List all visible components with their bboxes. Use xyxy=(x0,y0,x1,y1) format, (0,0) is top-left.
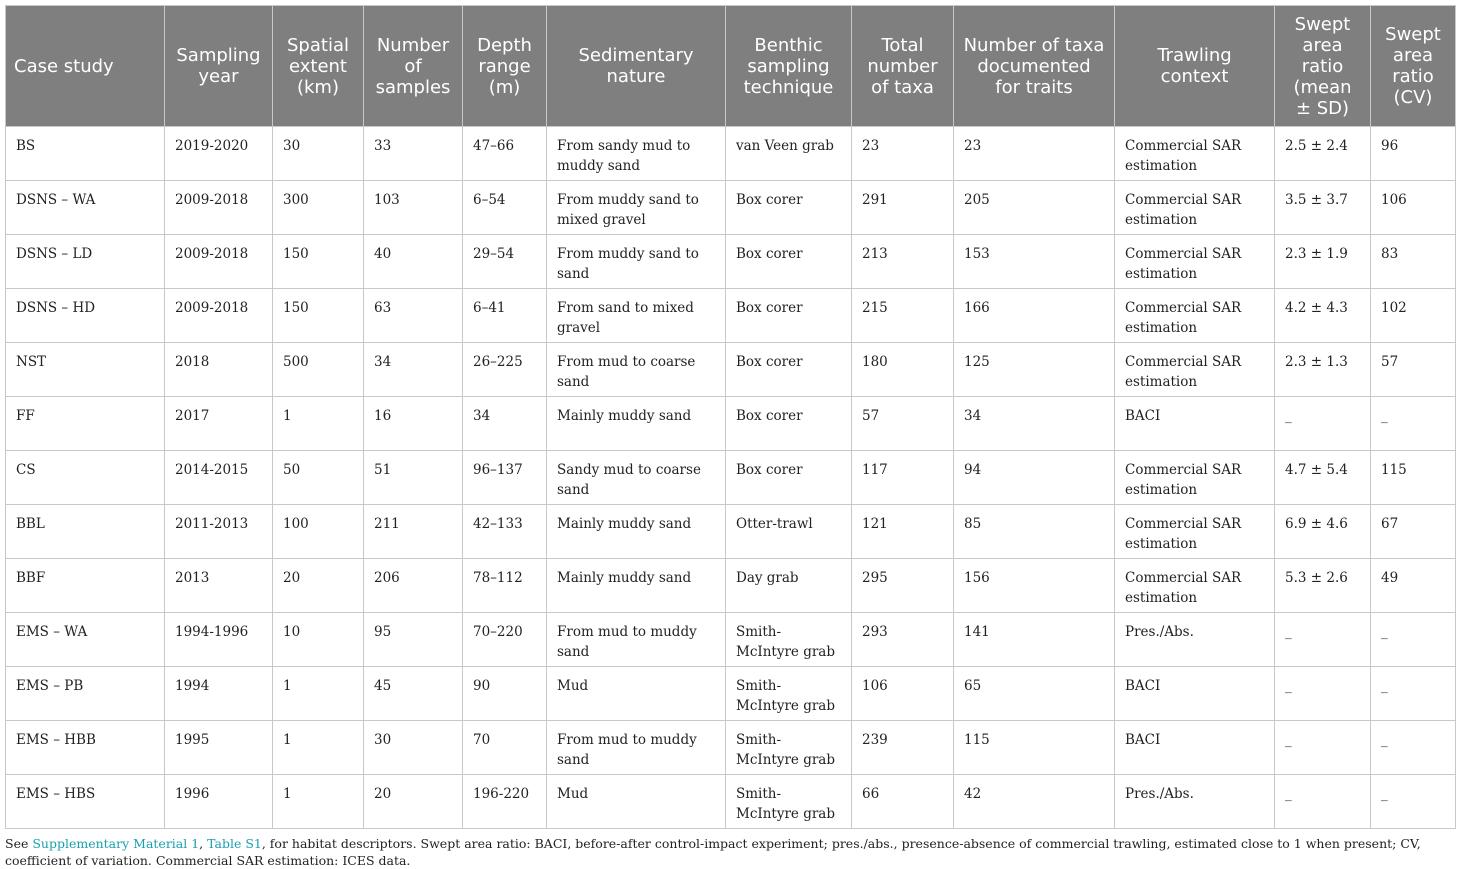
column-header: Spatial extent (km) xyxy=(273,6,364,127)
table-cell: 1 xyxy=(273,397,364,451)
column-header: Trawling context xyxy=(1115,6,1275,127)
table-cell: DSNS – LD xyxy=(6,235,165,289)
table-cell: _ xyxy=(1275,397,1371,451)
table-cell: Mud xyxy=(547,667,726,721)
footnote-text: , for habitat descriptors. Swept area ratio: BACI, before-after control-impact experiment; pres./abs., presence-absence of commercial trawling, estimated close to 1 when present; CV, coefficient of variation. Commercial SAR estimation: ICES data. xyxy=(5,836,1421,868)
column-header: Depth range (m) xyxy=(463,6,547,127)
table-cell: 291 xyxy=(852,181,954,235)
table-row xyxy=(6,667,1456,721)
table-s1-link[interactable]: Table S1 xyxy=(207,836,262,851)
footnote-prefix: See xyxy=(5,836,33,851)
table-cell: 49 xyxy=(1371,559,1456,613)
footnote-separator: , xyxy=(199,836,208,851)
table-cell: 1996 xyxy=(165,775,273,829)
table-cell: Box corer xyxy=(726,451,852,505)
table-cell: 2017 xyxy=(165,397,273,451)
table-cell: Box corer xyxy=(726,181,852,235)
table-cell: FF xyxy=(6,397,165,451)
table-cell: Commercial SAR estimation xyxy=(1115,289,1275,343)
table-cell: 57 xyxy=(852,397,954,451)
table-cell: 106 xyxy=(1371,181,1456,235)
table-cell: From mud to coarse sand xyxy=(547,343,726,397)
table-cell: Mainly muddy sand xyxy=(547,559,726,613)
table-cell: 57 xyxy=(1371,343,1456,397)
table-cell: 205 xyxy=(954,181,1115,235)
table-row xyxy=(6,775,1456,829)
table-cell: 2019-2020 xyxy=(165,127,273,181)
column-header: Case study xyxy=(6,6,165,127)
table-cell: Smith-McIntyre grab xyxy=(726,613,852,667)
table-cell: BACI xyxy=(1115,397,1275,451)
table-cell: 70 xyxy=(463,721,547,775)
table-cell: 10 xyxy=(273,613,364,667)
table-row xyxy=(6,559,1456,613)
table-cell: _ xyxy=(1275,721,1371,775)
table-cell: 34 xyxy=(364,343,463,397)
table-cell: 150 xyxy=(273,289,364,343)
table-row xyxy=(6,505,1456,559)
column-header: Number of taxa documented for traits xyxy=(954,6,1115,127)
table-cell: Commercial SAR estimation xyxy=(1115,127,1275,181)
table-cell: DSNS – HD xyxy=(6,289,165,343)
table-cell: 295 xyxy=(852,559,954,613)
table-cell: 115 xyxy=(954,721,1115,775)
table-cell: From sandy mud to muddy sand xyxy=(547,127,726,181)
table-cell: 125 xyxy=(954,343,1115,397)
table-cell: Commercial SAR estimation xyxy=(1115,181,1275,235)
table-cell: 6–54 xyxy=(463,181,547,235)
table-cell: 1 xyxy=(273,667,364,721)
table-row xyxy=(6,397,1456,451)
table-cell: 2018 xyxy=(165,343,273,397)
table-row xyxy=(6,721,1456,775)
table-cell: 215 xyxy=(852,289,954,343)
column-header: Benthic sampling technique xyxy=(726,6,852,127)
table-cell: 500 xyxy=(273,343,364,397)
table-cell: 96–137 xyxy=(463,451,547,505)
table-cell: Commercial SAR estimation xyxy=(1115,451,1275,505)
table-cell: 213 xyxy=(852,235,954,289)
table-cell: 1994 xyxy=(165,667,273,721)
table-cell: 103 xyxy=(364,181,463,235)
table-row xyxy=(6,181,1456,235)
table-cell: 115 xyxy=(1371,451,1456,505)
column-header: Swept area ratio (CV) xyxy=(1371,6,1456,127)
table-cell: Pres./Abs. xyxy=(1115,775,1275,829)
table-cell: 2011-2013 xyxy=(165,505,273,559)
table-cell: 30 xyxy=(273,127,364,181)
table-cell: 1 xyxy=(273,721,364,775)
table-cell: Sandy mud to coarse sand xyxy=(547,451,726,505)
column-header: Total number of taxa xyxy=(852,6,954,127)
table-cell: BS xyxy=(6,127,165,181)
table-cell: _ xyxy=(1371,613,1456,667)
table-cell: 66 xyxy=(852,775,954,829)
table-cell: 153 xyxy=(954,235,1115,289)
table-cell: 3.5 ± 3.7 xyxy=(1275,181,1371,235)
column-header: Sampling year xyxy=(165,6,273,127)
table-cell: BACI xyxy=(1115,667,1275,721)
table-cell: 47–66 xyxy=(463,127,547,181)
table-cell: EMS – HBS xyxy=(6,775,165,829)
table-cell: Smith-McIntyre grab xyxy=(726,667,852,721)
data-table xyxy=(5,5,1456,829)
table-cell: Day grab xyxy=(726,559,852,613)
table-cell: 2013 xyxy=(165,559,273,613)
table-cell: Commercial SAR estimation xyxy=(1115,235,1275,289)
table-cell: 2009-2018 xyxy=(165,235,273,289)
table-header xyxy=(6,6,1456,127)
table-cell: 5.3 ± 2.6 xyxy=(1275,559,1371,613)
table-row xyxy=(6,235,1456,289)
table-cell: 1995 xyxy=(165,721,273,775)
table-cell: 6.9 ± 4.6 xyxy=(1275,505,1371,559)
table-cell: From muddy sand to sand xyxy=(547,235,726,289)
table-footnote xyxy=(5,835,1455,869)
table-cell: Commercial SAR estimation xyxy=(1115,505,1275,559)
table-cell: 102 xyxy=(1371,289,1456,343)
table-cell: 1 xyxy=(273,775,364,829)
table-cell: 4.7 ± 5.4 xyxy=(1275,451,1371,505)
table-cell: Mainly muddy sand xyxy=(547,505,726,559)
table-cell: 42 xyxy=(954,775,1115,829)
table-cell: van Veen grab xyxy=(726,127,852,181)
column-header: Swept area ratio (mean ± SD) xyxy=(1275,6,1371,127)
table-row xyxy=(6,451,1456,505)
table-cell: 196-220 xyxy=(463,775,547,829)
table-cell: 34 xyxy=(954,397,1115,451)
table-cell: 180 xyxy=(852,343,954,397)
table-cell: Box corer xyxy=(726,343,852,397)
table-cell: 1994-1996 xyxy=(165,613,273,667)
table-body xyxy=(6,127,1456,829)
table-cell: 70–220 xyxy=(463,613,547,667)
table-cell: 67 xyxy=(1371,505,1456,559)
table-cell: 63 xyxy=(364,289,463,343)
table-cell: _ xyxy=(1275,667,1371,721)
table-cell: DSNS – WA xyxy=(6,181,165,235)
table-cell: 29–54 xyxy=(463,235,547,289)
table-cell: 40 xyxy=(364,235,463,289)
table-cell: 150 xyxy=(273,235,364,289)
table-cell: 20 xyxy=(364,775,463,829)
table-cell: 239 xyxy=(852,721,954,775)
table-row xyxy=(6,343,1456,397)
table-cell: BACI xyxy=(1115,721,1275,775)
table-cell: EMS – HBB xyxy=(6,721,165,775)
table-cell: Box corer xyxy=(726,397,852,451)
table-cell: 2014-2015 xyxy=(165,451,273,505)
table-cell: 6–41 xyxy=(463,289,547,343)
table-cell: Box corer xyxy=(726,235,852,289)
table-cell: 2.3 ± 1.3 xyxy=(1275,343,1371,397)
table-cell: 4.2 ± 4.3 xyxy=(1275,289,1371,343)
table-cell: _ xyxy=(1371,721,1456,775)
table-cell: _ xyxy=(1371,775,1456,829)
table-cell: 211 xyxy=(364,505,463,559)
table-cell: From sand to mixed gravel xyxy=(547,289,726,343)
table-cell: 100 xyxy=(273,505,364,559)
table-cell: _ xyxy=(1371,397,1456,451)
table-cell: EMS – PB xyxy=(6,667,165,721)
table-cell: 300 xyxy=(273,181,364,235)
table-cell: 121 xyxy=(852,505,954,559)
supplementary-material-link[interactable]: Supplementary Material 1 xyxy=(32,836,200,851)
table-cell: Box corer xyxy=(726,289,852,343)
table-cell: From muddy sand to mixed gravel xyxy=(547,181,726,235)
table-cell: 2.5 ± 2.4 xyxy=(1275,127,1371,181)
table-wrapper xyxy=(5,5,1455,869)
table-row xyxy=(6,127,1456,181)
table-cell: 23 xyxy=(852,127,954,181)
table-cell: 26–225 xyxy=(463,343,547,397)
table-cell: 2009-2018 xyxy=(165,181,273,235)
table-cell: 90 xyxy=(463,667,547,721)
table-cell: 206 xyxy=(364,559,463,613)
table-cell: 20 xyxy=(273,559,364,613)
table-cell: _ xyxy=(1275,775,1371,829)
table-row xyxy=(6,289,1456,343)
table-cell: 78–112 xyxy=(463,559,547,613)
table-cell: Smith-McIntyre grab xyxy=(726,721,852,775)
table-cell: 50 xyxy=(273,451,364,505)
table-cell: Smith-McIntyre grab xyxy=(726,775,852,829)
table-cell: 30 xyxy=(364,721,463,775)
table-cell: 106 xyxy=(852,667,954,721)
table-cell: 85 xyxy=(954,505,1115,559)
table-cell: 16 xyxy=(364,397,463,451)
table-cell: 2.3 ± 1.9 xyxy=(1275,235,1371,289)
table-cell: From mud to muddy sand xyxy=(547,721,726,775)
table-cell: 23 xyxy=(954,127,1115,181)
table-cell: Pres./Abs. xyxy=(1115,613,1275,667)
table-cell: _ xyxy=(1275,613,1371,667)
table-cell: 96 xyxy=(1371,127,1456,181)
table-cell: 45 xyxy=(364,667,463,721)
table-cell: EMS – WA xyxy=(6,613,165,667)
table-cell: 117 xyxy=(852,451,954,505)
table-cell: 141 xyxy=(954,613,1115,667)
table-cell: 83 xyxy=(1371,235,1456,289)
table-cell: 156 xyxy=(954,559,1115,613)
table-cell: 166 xyxy=(954,289,1115,343)
table-cell: 293 xyxy=(852,613,954,667)
table-cell: 94 xyxy=(954,451,1115,505)
table-cell: BBL xyxy=(6,505,165,559)
table-cell: 51 xyxy=(364,451,463,505)
table-cell: BBF xyxy=(6,559,165,613)
table-cell: _ xyxy=(1371,667,1456,721)
table-row xyxy=(6,613,1456,667)
table-cell: 33 xyxy=(364,127,463,181)
table-cell: Commercial SAR estimation xyxy=(1115,559,1275,613)
header-row xyxy=(6,6,1456,127)
table-cell: Mainly muddy sand xyxy=(547,397,726,451)
table-cell: NST xyxy=(6,343,165,397)
table-cell: 95 xyxy=(364,613,463,667)
column-header: Number of samples xyxy=(364,6,463,127)
table-cell: Commercial SAR estimation xyxy=(1115,343,1275,397)
table-cell: CS xyxy=(6,451,165,505)
column-header: Sedimentary nature xyxy=(547,6,726,127)
table-cell: 2009-2018 xyxy=(165,289,273,343)
table-cell: Mud xyxy=(547,775,726,829)
table-cell: Otter-trawl xyxy=(726,505,852,559)
table-cell: 65 xyxy=(954,667,1115,721)
table-cell: 42–133 xyxy=(463,505,547,559)
table-cell: From mud to muddy sand xyxy=(547,613,726,667)
table-cell: 34 xyxy=(463,397,547,451)
